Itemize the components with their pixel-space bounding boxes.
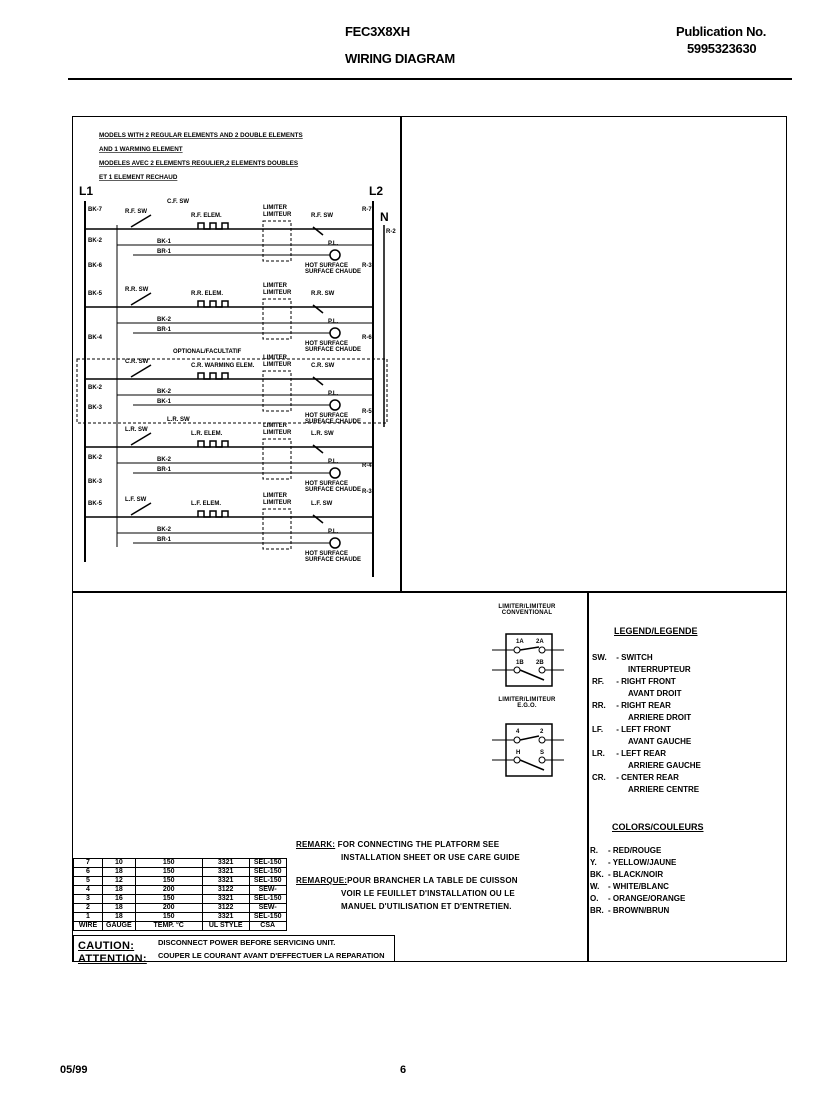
- schematic-heading-line: AND 1 WARMING ELEMENT: [99, 146, 183, 153]
- wire-label: BR-1: [157, 537, 172, 543]
- legend-item: SW. - SWITCH INTERRUPTEUR: [592, 653, 691, 674]
- color-abbr: BK.: [590, 870, 604, 879]
- legend-fr: ARRIERE GAUCHE: [628, 761, 701, 770]
- colors-list: [590, 845, 685, 917]
- table-cell: 2: [74, 904, 103, 913]
- publication-number: 5995323630: [687, 41, 757, 56]
- legend-abbr: LR.: [592, 749, 605, 758]
- wire-label: BK-2: [88, 455, 103, 461]
- table-cell: SEL-150: [249, 895, 286, 904]
- switch-label: C.F. SW: [167, 199, 189, 205]
- element-label: L.R. ELEM.: [191, 431, 223, 437]
- wire-label: R-3: [362, 263, 372, 269]
- legend-title: LEGEND/LEGENDE: [614, 626, 698, 636]
- remark-fr-label: REMARQUE:: [296, 876, 348, 885]
- switch-contact: [131, 503, 151, 515]
- limiter-ego-label: LIMITER/LIMITEUR: [498, 697, 556, 703]
- terminal-label: 1B: [516, 660, 524, 666]
- table-cell: 200: [135, 886, 202, 895]
- heating-element-symbol: [198, 511, 228, 517]
- table-cell: 6: [74, 868, 103, 877]
- wire-label: R-3: [362, 489, 372, 495]
- header-rule: [68, 78, 792, 80]
- footer-date: 05/99: [60, 1064, 88, 1076]
- table-cell: 7: [74, 859, 103, 868]
- table-cell: SEL-150: [249, 859, 286, 868]
- circuit: [85, 417, 373, 493]
- switch-contact: [313, 445, 323, 453]
- circuit: [85, 283, 373, 353]
- circuit: [85, 493, 373, 563]
- hot-surface-label-fr: SURFACE CHAUDE: [305, 557, 362, 563]
- pilot-light-icon: [330, 400, 340, 410]
- limiter-ego-sub: E.G.O.: [517, 703, 537, 709]
- wire-table-row: [74, 886, 287, 895]
- terminal-label: H: [516, 750, 521, 756]
- table-cell: 3122: [202, 904, 249, 913]
- l2-label: L2: [369, 184, 384, 198]
- legend-abbr: RF.: [592, 677, 604, 686]
- wire-label: R-4: [362, 463, 372, 469]
- terminal-label: 1A: [516, 639, 524, 645]
- hot-surface-label-fr: SURFACE CHAUDE: [305, 487, 362, 493]
- legend-en: SWITCH: [621, 653, 653, 662]
- model-number: FEC3X8XH: [345, 24, 410, 39]
- hot-surface-label-fr: SURFACE CHAUDE: [305, 419, 362, 425]
- terminal-label: 4: [516, 729, 520, 735]
- switch-contact: [131, 433, 151, 445]
- heating-element-symbol: [198, 441, 228, 447]
- hot-surface-label: HOT SURFACE: [305, 263, 349, 269]
- caution-box: [73, 935, 395, 965]
- schematic-heading-line: ET 1 ELEMENT RECHAUD: [99, 174, 178, 181]
- switch-contact: [313, 515, 323, 523]
- table-cell: 10: [103, 859, 136, 868]
- pilot-light-label: P.L.: [328, 529, 339, 535]
- legend-fr: AVANT DROIT: [628, 689, 682, 698]
- attention-label: ATTENTION:: [78, 953, 147, 965]
- limiter-label-fr: LIMITEUR: [263, 290, 292, 296]
- table-cell: 5: [74, 877, 103, 886]
- color-abbr: R.: [590, 846, 598, 855]
- heating-element-symbol: [198, 223, 228, 229]
- limiter-conventional-symbol: [492, 630, 564, 690]
- wire-table: [73, 858, 287, 931]
- circuit: [85, 199, 373, 275]
- color-name: BROWN/BRUN: [612, 906, 670, 915]
- wire-table-row: [74, 877, 287, 886]
- color-abbr: W.: [590, 882, 600, 891]
- switch-contact: [131, 215, 151, 227]
- switch-contact: [131, 293, 151, 305]
- table-cell: 150: [135, 877, 202, 886]
- element-label: L.F. ELEM.: [191, 501, 221, 507]
- table-cell: 3321: [202, 859, 249, 868]
- limiter-conventional-label: LIMITER/LIMITEUR: [498, 604, 556, 610]
- element-label: C.R. WARMING ELEM.: [191, 363, 255, 369]
- pilot-light-icon: [330, 538, 340, 548]
- legend-abbr: LF.: [592, 725, 604, 734]
- schematic-heading: [99, 132, 303, 181]
- terminal-label: 2A: [536, 639, 544, 645]
- table-cell: 18: [103, 868, 136, 877]
- legend-item: RR. - RIGHT REAR ARRIERE DROIT: [592, 701, 692, 722]
- remark-line: INSTALLATION SHEET OR USE CARE GUIDE: [341, 853, 520, 862]
- switch-contact: [131, 365, 151, 377]
- table-cell: 200: [135, 904, 202, 913]
- wire-table-header: [74, 922, 287, 931]
- wire-label: BK-2: [157, 317, 172, 323]
- switch-label: L.F. SW: [311, 501, 333, 507]
- schematic-heading-line: MODELS WITH 2 REGULAR ELEMENTS AND 2 DOUBLE ELEMENTS: [99, 132, 303, 139]
- color-name: ORANGE/ORANGE: [612, 894, 686, 903]
- wire-label: BK-1: [157, 239, 172, 245]
- table-cell: 18: [103, 913, 136, 922]
- wire-table-row: [74, 904, 287, 913]
- table-cell: 16: [103, 895, 136, 904]
- legend-abbr: RR.: [592, 701, 606, 710]
- wire-label: BK-3: [88, 405, 103, 411]
- table-cell: 3321: [202, 913, 249, 922]
- pilot-light-icon: [330, 328, 340, 338]
- legend-en: LEFT REAR: [621, 749, 666, 758]
- wire-label: BK-6: [88, 263, 103, 269]
- table-cell: 3321: [202, 895, 249, 904]
- limiter-label: LIMITER: [263, 493, 287, 499]
- legend-en: RIGHT FRONT: [621, 677, 676, 686]
- table-cell: 4: [74, 886, 103, 895]
- wire-table-row: [74, 868, 287, 877]
- terminal-label: S: [540, 750, 545, 756]
- wire-label: BK-1: [157, 399, 172, 405]
- legend-item: LF. - LEFT FRONT AVANT GAUCHE: [592, 725, 692, 746]
- pilot-light-label: P.L.: [328, 459, 339, 465]
- wire-label: BK-3: [88, 479, 103, 485]
- header-cell: WIRE: [74, 922, 103, 931]
- wire-table-row: [74, 859, 287, 868]
- legend-en: RIGHT REAR: [621, 701, 671, 710]
- remark-fr-line: MANUEL D'UTILISATION ET D'ENTRETIEN.: [341, 902, 512, 911]
- legend-en: CENTER REAR: [621, 773, 679, 782]
- remark-fr-line: VOIR LE FEUILLET D'INSTALLATION OU LE: [341, 889, 515, 898]
- switch-label: L.F. SW: [125, 497, 147, 503]
- table-cell: SEL-150: [249, 913, 286, 922]
- switch-label: L.R. SW: [311, 431, 334, 437]
- caution-label: CAUTION:: [78, 940, 135, 952]
- color-name: RED/ROUGE: [612, 846, 662, 855]
- wire-label: BK-2: [157, 527, 172, 533]
- hot-surface-label-fr: SURFACE CHAUDE: [305, 347, 362, 353]
- color-item: R. - RED/ROUGE: [590, 846, 662, 855]
- limiter-label-fr: LIMITEUR: [263, 500, 292, 506]
- wire-label: BK-7: [88, 207, 103, 213]
- wire-label: BK-5: [88, 291, 103, 297]
- divider: [587, 592, 589, 962]
- wire-label: BK-4: [88, 335, 103, 341]
- limiter-label-fr: LIMITEUR: [263, 212, 292, 218]
- hot-surface-label: HOT SURFACE: [305, 481, 349, 487]
- limiter-ego-symbol: [492, 720, 564, 780]
- header-cell: TEMP. °C: [135, 922, 202, 931]
- element-label: R.F. ELEM.: [191, 213, 222, 219]
- legend-fr: ARRIERE CENTRE: [628, 785, 700, 794]
- attention-text: COUPER LE COURANT AVANT D'EFFECTUER LA REPARATION: [158, 951, 385, 960]
- switch-label: R.R. SW: [311, 291, 335, 297]
- wire-label: R-5: [362, 409, 372, 415]
- pilot-light-label: P.L.: [328, 241, 339, 247]
- table-cell: 3: [74, 895, 103, 904]
- table-cell: 3122: [202, 886, 249, 895]
- element-label: R.R. ELEM.: [191, 291, 224, 297]
- legend-item: CR. - CENTER REAR ARRIERE CENTRE: [592, 773, 700, 794]
- heating-element-symbol: [198, 301, 228, 307]
- caution-text: DISCONNECT POWER BEFORE SERVICING UNIT.: [158, 938, 336, 947]
- limiter-label: LIMITER: [263, 205, 287, 211]
- wire-label: BR-1: [157, 467, 172, 473]
- wiring-schematic: [73, 117, 400, 591]
- table-cell: 1: [74, 913, 103, 922]
- limiter-label-fr: LIMITEUR: [263, 362, 292, 368]
- legend-fr: INTERRUPTEUR: [628, 665, 691, 674]
- table-cell: 150: [135, 868, 202, 877]
- publication-label: Publication No.: [676, 24, 767, 39]
- pilot-light-icon: [330, 250, 340, 260]
- legend-item: LR. - LEFT REAR ARRIERE GAUCHE: [592, 749, 701, 770]
- table-cell: SEW-: [249, 904, 286, 913]
- wire-table-row: [74, 895, 287, 904]
- divider: [72, 591, 787, 593]
- table-cell: 3321: [202, 877, 249, 886]
- color-name: BLACK/NOIR: [612, 870, 664, 879]
- color-name: WHITE/BLANC: [612, 882, 669, 891]
- remark-label: REMARK:: [296, 840, 336, 849]
- legend-fr: ARRIERE DROIT: [628, 713, 692, 722]
- limiter-label: LIMITER: [263, 283, 287, 289]
- remark-line: FOR CONNECTING THE PLATFORM SEE: [337, 840, 500, 849]
- color-name: YELLOW/JAUNE: [612, 858, 677, 867]
- legend-item: RF. - RIGHT FRONT AVANT DROIT: [592, 677, 682, 698]
- color-abbr: BR.: [590, 906, 604, 915]
- color-abbr: O.: [590, 894, 599, 903]
- table-cell: 150: [135, 913, 202, 922]
- pilot-light-icon: [330, 468, 340, 478]
- page-number: 6: [400, 1064, 407, 1076]
- switch-label: C.R. SW: [311, 363, 335, 369]
- wire-label: R-2: [386, 229, 396, 235]
- wire-label: R-7: [362, 207, 372, 213]
- color-item: BK. - BLACK/NOIR: [590, 870, 664, 879]
- switch-label: R.F. SW: [311, 213, 333, 219]
- color-item: Y. - YELLOW/JAUNE: [590, 858, 677, 867]
- pilot-light-label: P.L.: [328, 391, 339, 397]
- limiter-label: LIMITER: [263, 355, 287, 361]
- color-abbr: Y.: [590, 858, 597, 867]
- color-item: W. - WHITE/BLANC: [590, 882, 669, 891]
- heating-element-symbol: [198, 373, 228, 379]
- header-cell: GAUGE: [103, 922, 136, 931]
- pilot-light-label: P.L.: [328, 319, 339, 325]
- switch-label: R.R. SW: [125, 287, 149, 293]
- switch-contact: [313, 305, 323, 313]
- table-cell: 18: [103, 904, 136, 913]
- table-cell: 150: [135, 859, 202, 868]
- table-cell: 12: [103, 877, 136, 886]
- limiter-label-fr: LIMITEUR: [263, 430, 292, 436]
- remark-fr-line: POUR BRANCHER LA TABLE DE CUISSON: [347, 876, 518, 885]
- header-cell: CSA: [249, 922, 286, 931]
- terminal-label: 2B: [536, 660, 544, 666]
- n-label: N: [380, 210, 389, 224]
- wire-label: BR-1: [157, 249, 172, 255]
- wire-label: BK-2: [157, 389, 172, 395]
- wire-label: BK-2: [88, 385, 103, 391]
- circuit: [85, 355, 373, 425]
- legend-list: [592, 652, 701, 796]
- divider: [400, 116, 402, 592]
- switch-label: L.R. SW: [167, 417, 190, 423]
- wire-label: BK-2: [88, 238, 103, 244]
- schematic-heading-line: MODELES AVEC 2 ELEMENTS REGULIER,2 ELEMENTS DOUBLES: [99, 160, 299, 167]
- terminal-label: 2: [540, 729, 544, 735]
- wire-label: BK-2: [157, 457, 172, 463]
- switch-label: R.F. SW: [125, 209, 147, 215]
- l1-label: L1: [79, 184, 94, 198]
- wire-table-row: [74, 913, 287, 922]
- wire-label: BR-1: [157, 327, 172, 333]
- table-cell: 18: [103, 886, 136, 895]
- optional-label: OPTIONAL/FACULTATIF: [173, 349, 242, 355]
- wire-label: R-6: [362, 335, 372, 341]
- limiter-label: LIMITER: [263, 423, 287, 429]
- switch-contact: [313, 227, 323, 235]
- color-item: O. - ORANGE/ORANGE: [590, 894, 686, 903]
- table-cell: 3321: [202, 868, 249, 877]
- switch-label: C.R. SW: [125, 359, 149, 365]
- hot-surface-label-fr: SURFACE CHAUDE: [305, 269, 362, 275]
- legend-abbr: CR.: [592, 773, 606, 782]
- legend-abbr: SW.: [592, 653, 607, 662]
- hot-surface-label: HOT SURFACE: [305, 413, 349, 419]
- table-cell: SEL-150: [249, 868, 286, 877]
- table-cell: 150: [135, 895, 202, 904]
- page-title: WIRING DIAGRAM: [345, 51, 455, 66]
- switch-contact: [313, 377, 323, 385]
- switch-label: L.R. SW: [125, 427, 148, 433]
- hot-surface-label: HOT SURFACE: [305, 341, 349, 347]
- hot-surface-label: HOT SURFACE: [305, 551, 349, 557]
- header-cell: UL STYLE: [202, 922, 249, 931]
- table-cell: SEL-150: [249, 877, 286, 886]
- table-cell: SEW-: [249, 886, 286, 895]
- legend-en: LEFT FRONT: [621, 725, 671, 734]
- limiter-conventional-sub: CONVENTIONAL: [501, 610, 553, 616]
- wire-label: BK-5: [88, 501, 103, 507]
- colors-title: COLORS/COULEURS: [612, 822, 704, 832]
- legend-fr: AVANT GAUCHE: [628, 737, 692, 746]
- color-item: BR. - BROWN/BRUN: [590, 906, 670, 915]
